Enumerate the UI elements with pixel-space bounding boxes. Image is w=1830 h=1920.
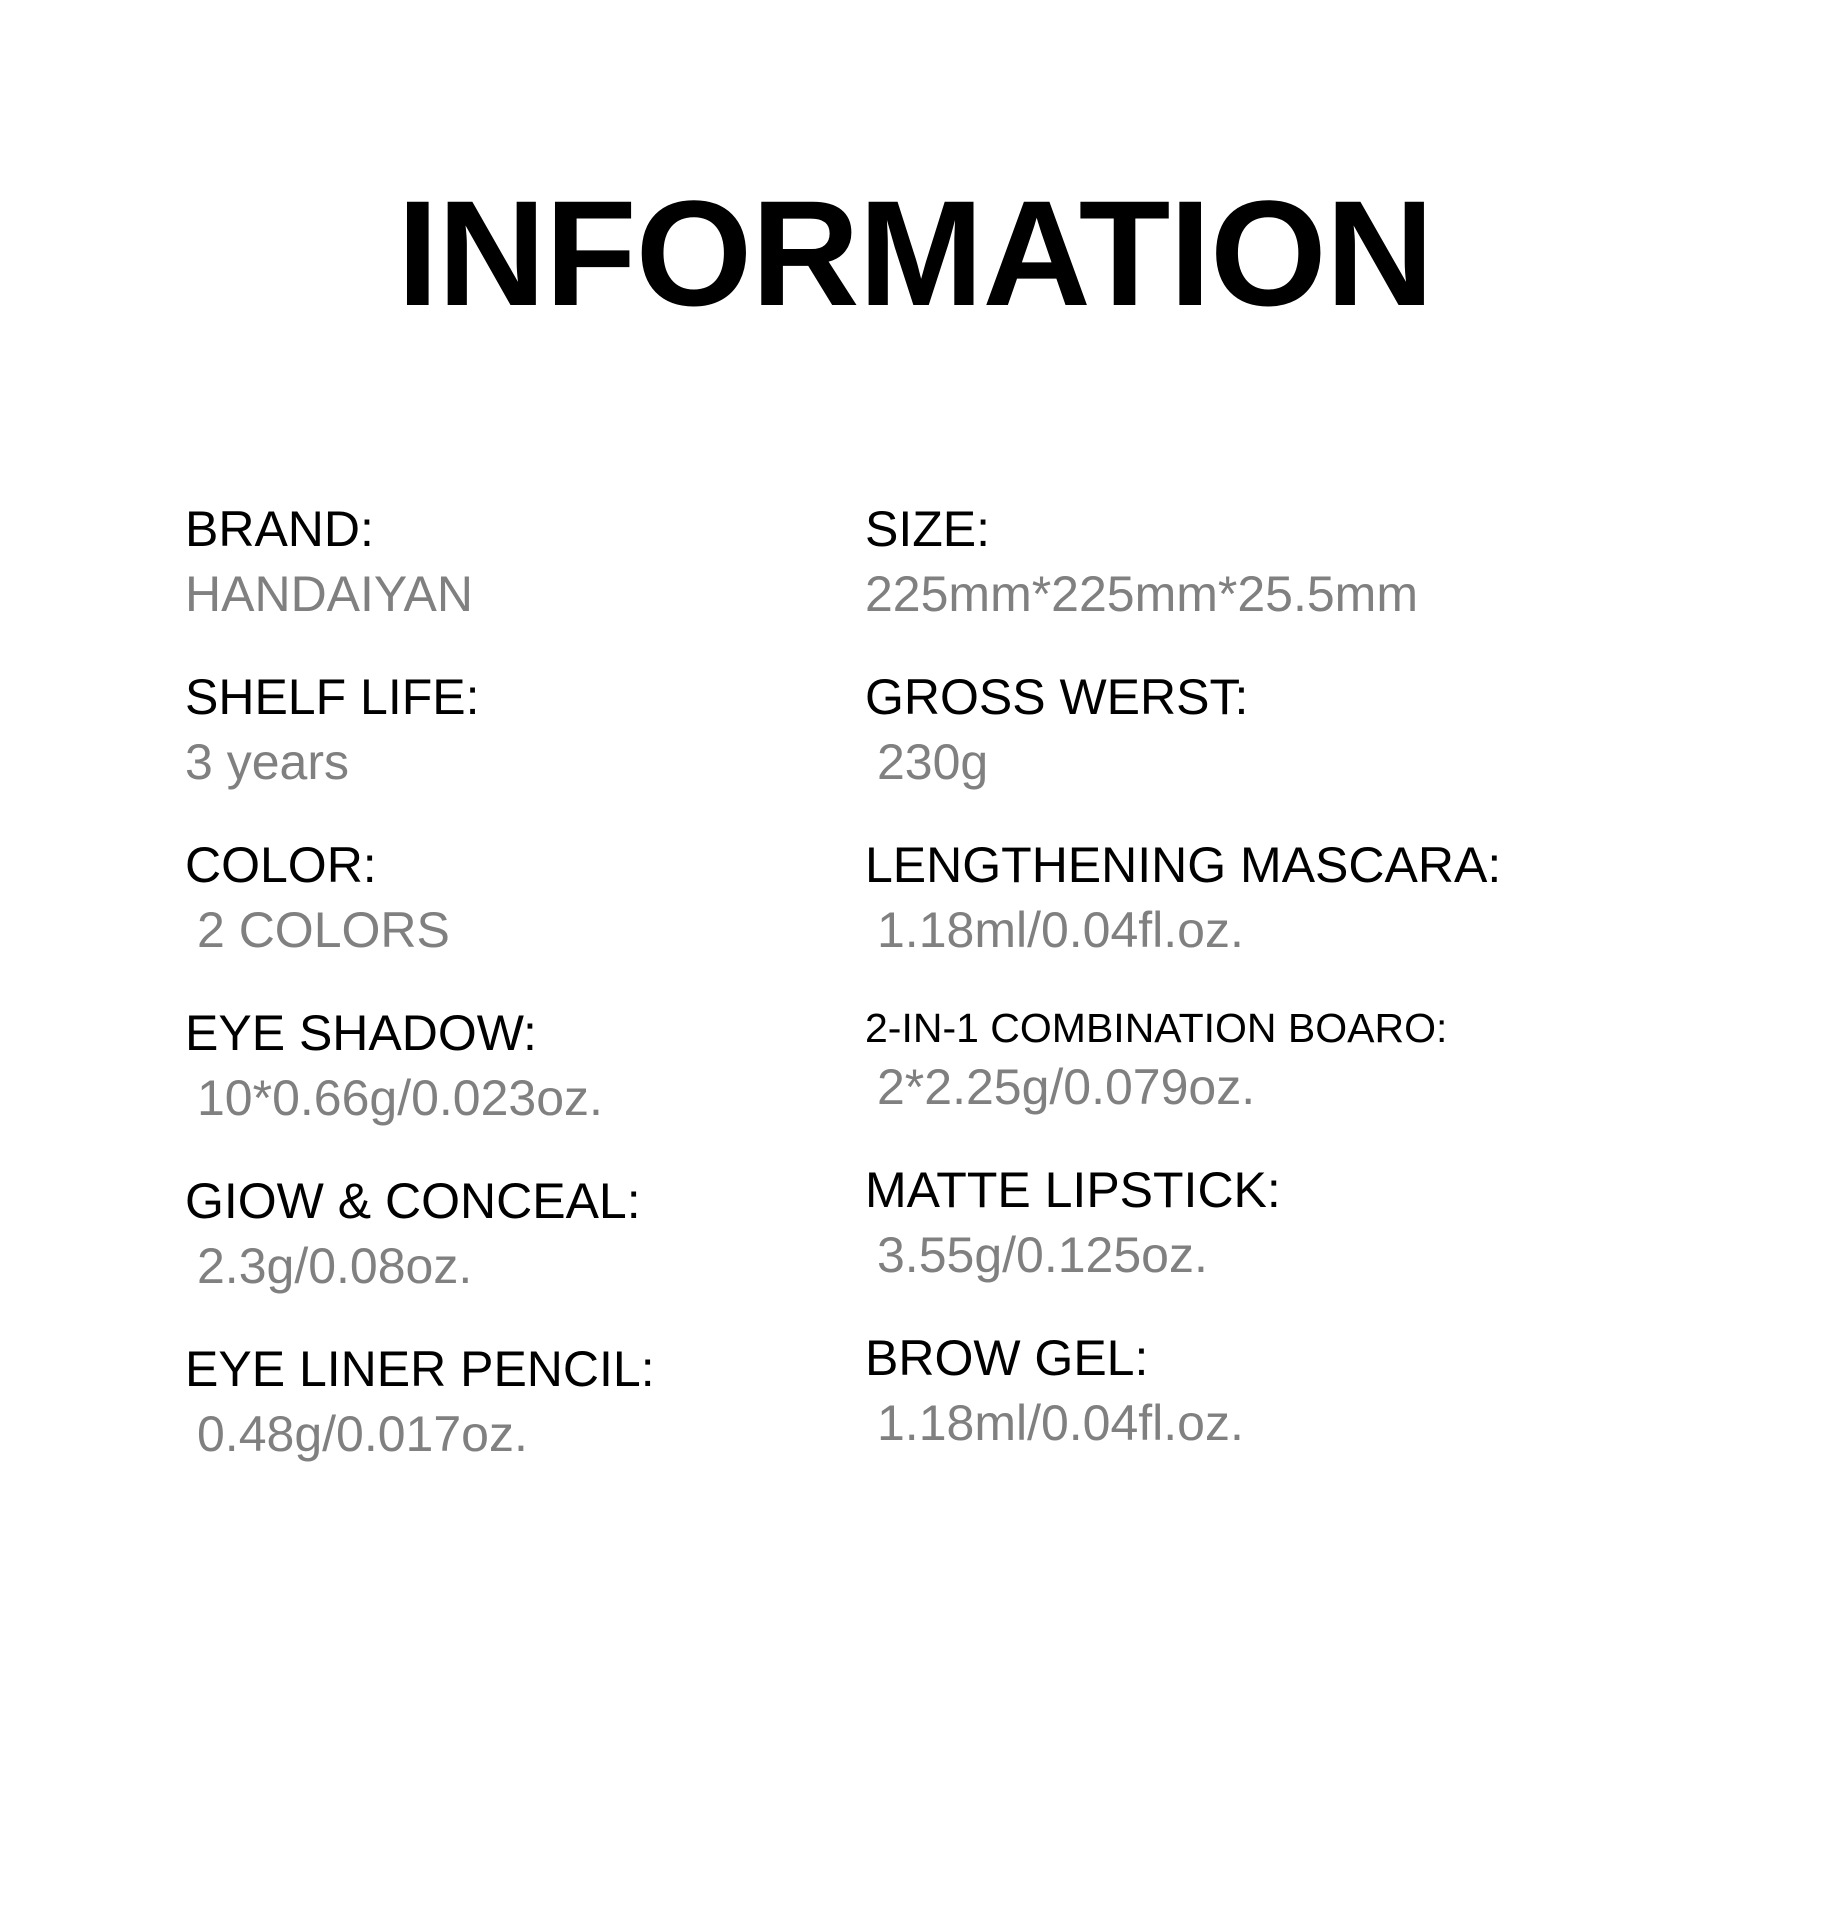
spec-item-brow-gel	[865, 1329, 1830, 1453]
spec-item-lengthening-mascara	[865, 836, 1830, 960]
spec-item-eye-shadow	[185, 1004, 790, 1128]
spec-value-lengthening-mascara: 1.18ml/0.04fl.oz.	[877, 902, 1244, 958]
spec-label-size: SIZE:	[865, 501, 991, 557]
spec-value-brow-gel: 1.18ml/0.04fl.oz.	[877, 1395, 1244, 1452]
spec-label-matte-lipstick: MATTE LIPSTICK:	[865, 1162, 1281, 1219]
spec-value-color: 2 COLORS	[197, 902, 450, 958]
spec-column-right	[790, 500, 1830, 1497]
spec-value-eye-shadow: 10*0.66g/0.023oz.	[197, 1070, 603, 1126]
spec-item-size	[865, 500, 1830, 624]
spec-value-shelf-life: 3 years	[185, 734, 349, 790]
spec-item-combination-board	[865, 1004, 1830, 1117]
spec-item-brand	[185, 500, 790, 624]
spec-item-eye-liner-pencil	[185, 1340, 790, 1464]
spec-value-glow-conceal: 2.3g/0.08oz.	[197, 1238, 473, 1294]
spec-label-brow-gel: BROW GEL:	[865, 1330, 1149, 1387]
spec-label-gross-weight: GROSS WERST:	[865, 669, 1249, 725]
spec-item-gross-weight	[865, 668, 1830, 792]
spec-value-eye-liner-pencil: 0.48g/0.017oz.	[197, 1406, 528, 1462]
spec-label-lengthening-mascara: LENGTHENING MASCARA:	[865, 837, 1502, 893]
spec-label-shelf-life: SHELF LIFE:	[185, 669, 480, 725]
spec-value-combination-board: 2*2.25g/0.079oz.	[877, 1059, 1256, 1116]
spec-item-color	[185, 836, 790, 960]
spec-value-gross-weight: 230g	[877, 734, 989, 790]
spec-column-left	[0, 500, 790, 1497]
spec-label-glow-conceal: GIOW & CONCEAL:	[185, 1173, 641, 1229]
spec-label-brand: BRAND:	[185, 501, 374, 557]
spec-label-color: COLOR:	[185, 837, 377, 893]
spec-value-matte-lipstick: 3.55g/0.125oz.	[877, 1227, 1208, 1284]
spec-value-size: 225mm*225mm*25.5mm	[865, 566, 1418, 622]
spec-columns	[0, 500, 1830, 1497]
spec-value-brand: HANDAIYAN	[185, 566, 474, 622]
spec-label-combination-board: 2-IN-1 COMBINATION BOARO:	[865, 1005, 1448, 1051]
spec-label-eye-shadow: EYE SHADOW:	[185, 1005, 537, 1061]
spec-item-matte-lipstick	[865, 1161, 1830, 1285]
spec-item-shelf-life	[185, 668, 790, 792]
page-title: INFORMATION	[396, 169, 1434, 337]
spec-label-eye-liner-pencil: EYE LINER PENCIL:	[185, 1341, 655, 1397]
spec-item-glow-conceal	[185, 1172, 790, 1296]
